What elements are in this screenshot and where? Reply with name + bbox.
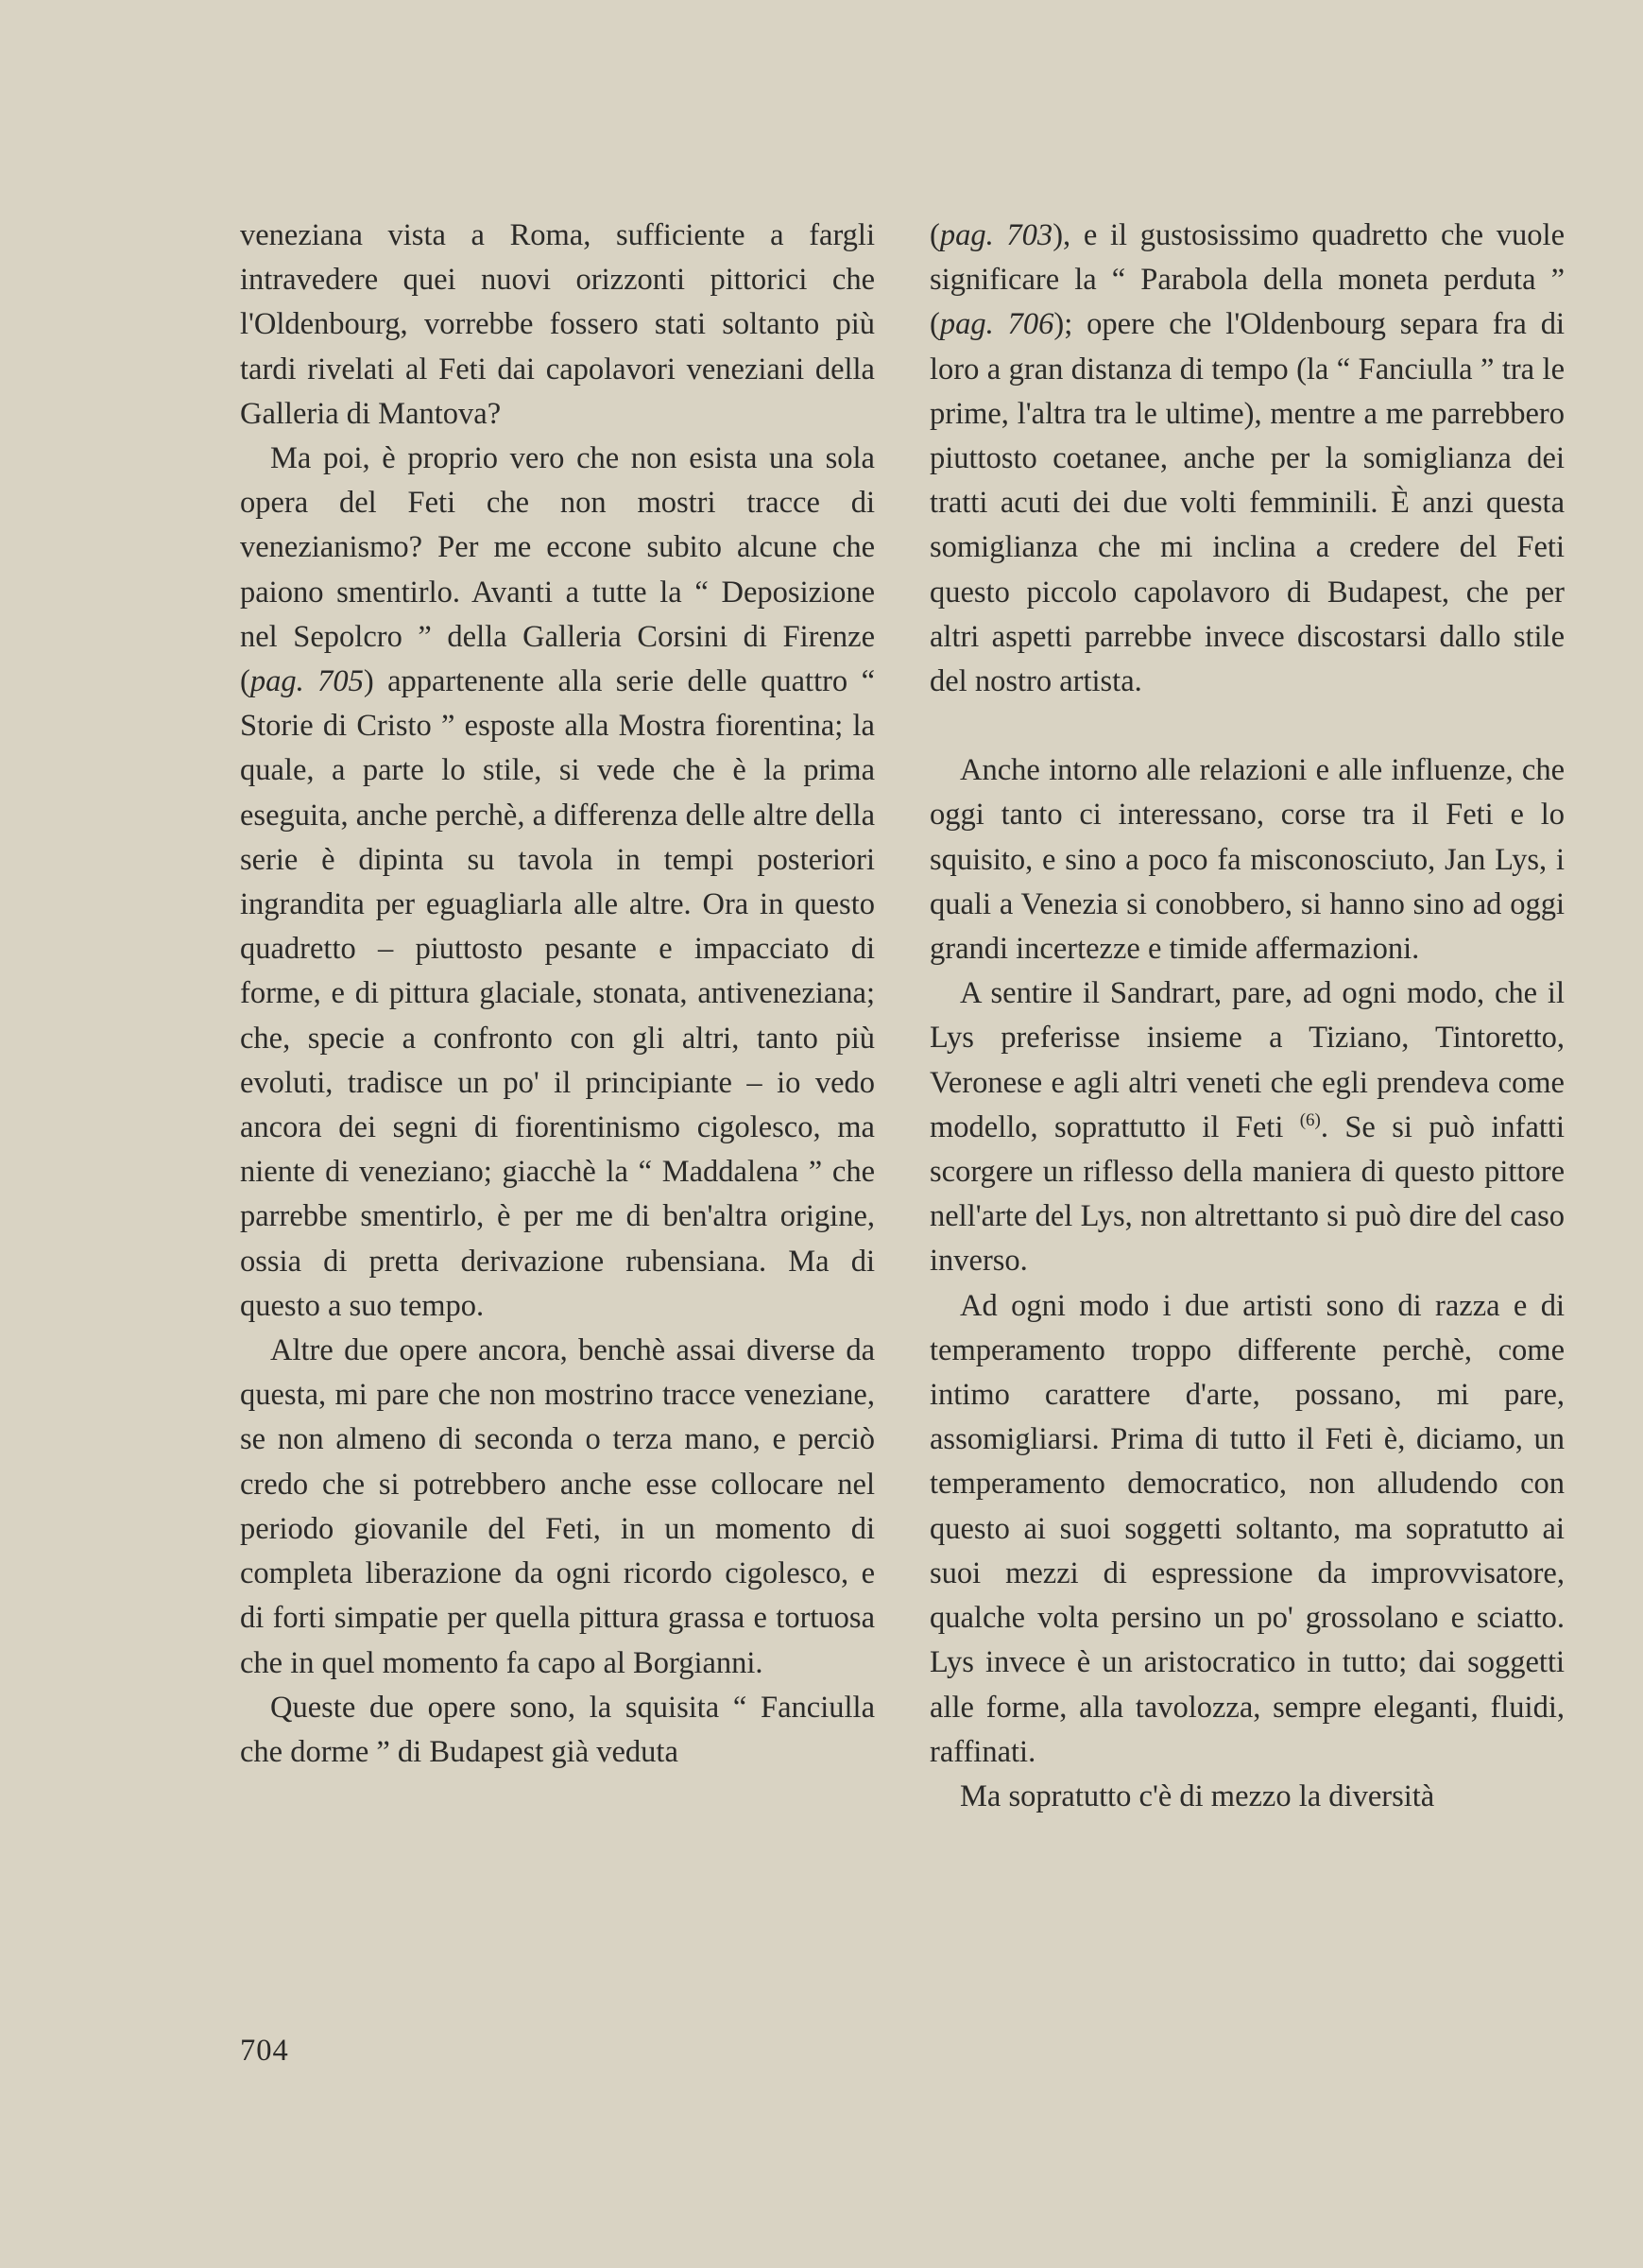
right-text-column (930, 214, 1565, 1819)
page-number: 704 (240, 2034, 289, 2068)
paragraph-text: ), e il gustosissimo quadretto che vuole significare la “ Parabola della moneta perduta ” ( (930, 218, 1565, 342)
paragraph-text: Queste due opere sono, la squisita “ Fanciulla che dorme ” di Budapest già veduta (240, 1690, 875, 1769)
page-reference: pag. 705 (249, 664, 364, 699)
left-text-column (240, 214, 875, 1775)
paragraph (240, 214, 875, 437)
paragraph-text: veneziana vista a Roma, sufficiente a fargli intravedere quei nuovi orizzonti pittorici che l'Oldenbourg, vorrebbe fossero stati soltanto più tardi rivelati al Feti dai capolavori veneziani della Galleria di Mantova? (240, 218, 875, 431)
paragraph (930, 748, 1565, 971)
footnote-marker: (6) (1299, 1110, 1321, 1131)
paragraph-text: Ma poi, è proprio vero che non esista una sola opera del Feti che non mostri tracce di venezianismo? Per me eccone subito alcune che paiono smentirlo. Avanti a tutte la “ Deposizione nel Sepolcro ” della Galleria Corsini di Firenze ( (240, 441, 875, 699)
paragraph (930, 1284, 1565, 1775)
page-reference: pag. 703 (939, 218, 1053, 252)
paragraph (240, 1686, 875, 1775)
paragraph (240, 1329, 875, 1686)
paragraph (930, 1775, 1565, 1819)
paragraph-text: Altre due opere ancora, benchè assai diverse da questa, mi pare che non mostrino tracce veneziane, se non almeno di seconda o terza mano, e perciò credo che si potrebbero anche esse collocare nel periodo giovanile del Feti, in un momento di completa liberazione da ogni ricordo cigolesco, e di forti simpatie per quella pittura grassa e tortuosa che in quel momento fa capo al Borgianni. (240, 1333, 875, 1680)
paragraph: (pag. 703), e il gustosissimo quadretto che vuole significare la “ Parabola della moneta perduta ” (pag. 706); opere che l'Oldenbourg separa fra di loro a gran distanza di tempo (la “ Fanciulla ” tra le prime, l'altra tra le ultime), mentre a me parrebbero piuttosto coetanee, anche per la somiglianza dei tratti acuti dei due volti femminili. È anzi questa somiglianza che mi inclina a credere del Feti questo piccolo capolavoro di Budapest, che per altri aspetti parrebbe invece discostarsi dallo stile del nostro artista. (930, 218, 1565, 699)
paragraph-text: A sentire il Sandrart, pare, ad ogni modo, che il Lys preferisse insieme a Tiziano, Tintoretto, Veronese e agli altri veneti che egli prendeva come modello, soprattutto il Feti (930, 976, 1565, 1144)
paragraph (930, 971, 1565, 1283)
paragraph-text: Ad ogni modo i due artisti sono di razza e di temperamento troppo differente perchè, come intimo carattere d'arte, possano, mi pare, assomigliarsi. Prima di tutto il Feti è, diciamo, un temperamento democratico, non alludendo con questo ai suoi soggetti soltanto, ma sopratutto ai suoi mezzi di espressione da improvvisatore, qualche volta persino un po' grossolano e sciatto. Lys invece è un aristocratico in tutto; dai soggetti alle forme, alla tavolozza, sempre eleganti, fluidi, raffinati. (930, 1288, 1565, 1769)
paragraph-text: ); opere che l'Oldenbourg separa fra di loro a gran distanza di tempo (la “ Fanciulla ” tra le prime, l'altra tra le ultime), mentre a me parrebbero piuttosto coetanee, anche per la somiglianza dei tratti acuti dei due volti femminili. È anzi questa somiglianza che mi inclina a credere del Feti questo piccolo capolavoro di Budapest, che per altri aspetti parrebbe invece discostarsi dallo stile del nostro artista. (930, 307, 1565, 699)
paragraph-text: . Se si può infatti scorgere un riflesso della maniera di questo pittore nell'arte del Lys, non altrettanto si può dire del caso inverso. (930, 1109, 1565, 1279)
paragraph-text: Ma sopratutto c'è di mezzo la diversità (960, 1778, 1435, 1813)
paragraph-text: ) appartenente alla serie delle quattro “ Storie di Cristo ” esposte alla Mostra fiorentina; la quale, a parte lo stile, si vede che è la prima eseguita, anche perchè, a differenza delle altre della serie è dipinta su tavola in tempi posteriori ingrandita per eguagliarla alle altre. Ora in questo quadretto – piuttosto pesante e impacciato di forme, e di pittura glaciale, stonata, antiveneziana; che, specie a confronto con gli altri, tanto più evoluti, tradisce un po' il principiante – io vedo ancora dei segni di fiorentinismo cigolesco, ma niente di veneziano; giacchè la “ Maddalena ” che parrebbe smentirlo, è per me di ben'altra origine, ossia di pretta derivazione rubensiana. Ma di questo a suo tempo. (240, 664, 876, 1323)
paragraph-text: Anche intorno alle relazioni e alle influenze, che oggi tanto ci interessano, corse tra il Feti e lo squisito, e sino a poco fa misconosciuto, Jan Lys, i quali a Venezia si conobbero, si hanno sino ad oggi grandi incertezze e timide affermazioni. (930, 753, 1565, 967)
page-reference: pag. 706 (939, 307, 1054, 342)
paragraph (240, 437, 875, 1329)
